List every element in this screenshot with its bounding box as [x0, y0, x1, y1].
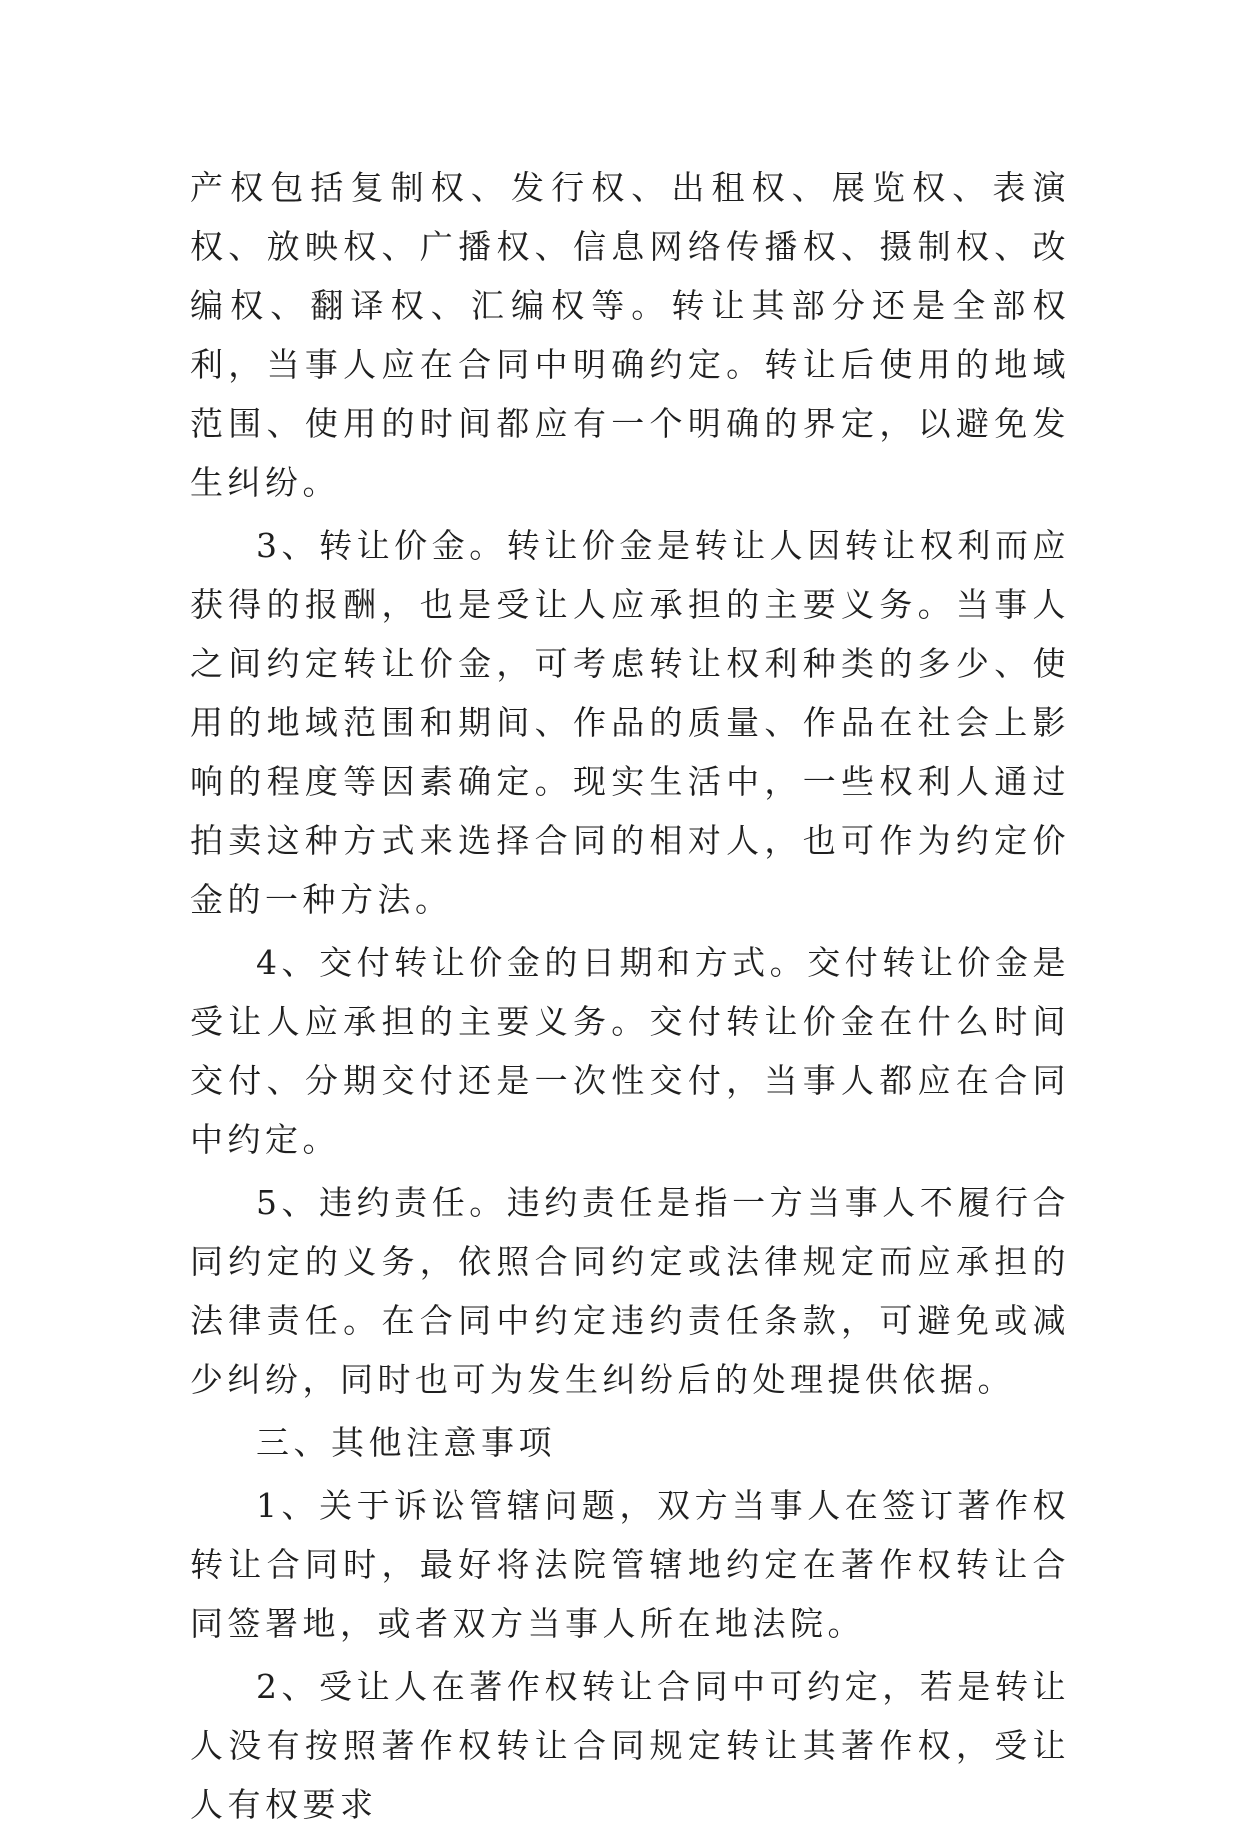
paragraph-continued: 产权包括复制权、发行权、出租权、展览权、表演权、放映权、广播权、信息网络传播权、摄制权、改编权、翻译权、汇编权等。转让其部分还是全部权利，当事人应在合同中明确约定。转让后使用的地域范围、使用的时间都应有一个明确的界定，以避免发生纠纷。	[190, 168, 1070, 502]
paragraph-payment-date-method: 4、交付转让价金的日期和方式。交付转让价金是受让人应承担的主要义务。交付转让价金在什么时间交付、分期交付还是一次性交付，当事人都应在合同中约定。	[190, 943, 1070, 1159]
paragraph-jurisdiction: 1、关于诉讼管辖问题，双方当事人在签订著作权转让合同时，最好将法院管辖地约定在著作权转让合同签署地，或者双方当事人所在地法院。	[190, 1486, 1070, 1643]
paragraph-transfer-price: 3、转让价金。转让价金是转让人因转让权利而应获得的报酬，也是受让人应承担的主要义务。当事人之间约定转让价金，可考虑转让权利种类的多少、使用的地域范围和期间、作品的质量、作品在社会上影响的程度等因素确定。现实生活中，一些权利人通过拍卖这种方式来选择合同的相对人，也可作为约定价金的一种方法。	[190, 526, 1070, 919]
section-heading-other-matters: 三、其他注意事项	[256, 1423, 556, 1462]
document-body	[190, 158, 1070, 1838]
paragraph-liability: 5、违约责任。违约责任是指一方当事人不履行合同约定的义务，依照合同约定或法律规定而应承担的法律责任。在合同中约定违约责任条款，可避免或减少纠纷，同时也可为发生纠纷后的处理提供依据。	[190, 1183, 1070, 1399]
paragraph-assignee-rights: 2、受让人在著作权转让合同中可约定，若是转让人没有按照著作权转让合同规定转让其著作权，受让人有权要求	[190, 1667, 1070, 1824]
